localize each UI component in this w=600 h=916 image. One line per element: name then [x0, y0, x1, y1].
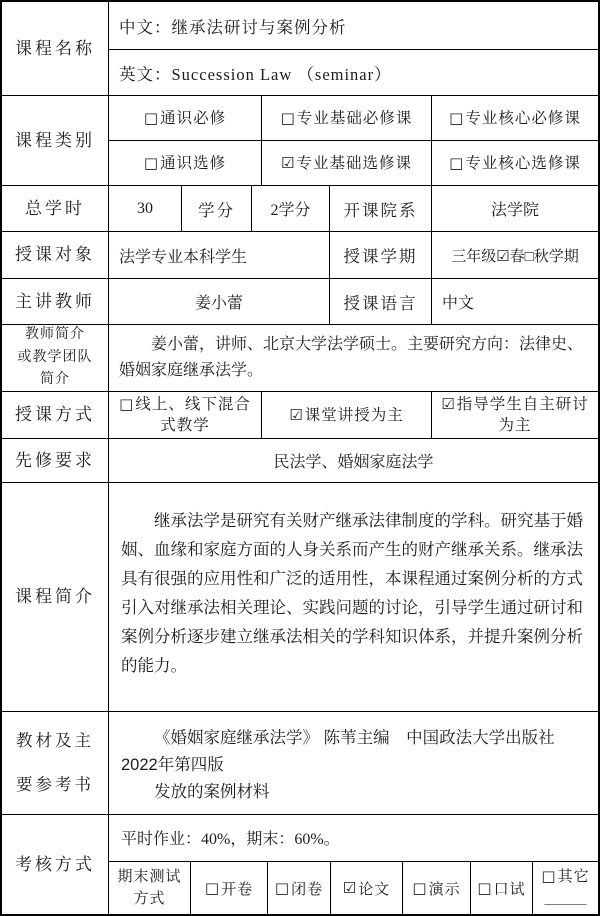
checkbox-option-general-elective[interactable]: [109, 141, 262, 186]
checkbox-option-major-core-required[interactable]: [432, 96, 598, 140]
course-name-en: 英文：Succession Law （seminar）: [119, 65, 392, 84]
checkbox-option-major-core-elective[interactable]: [432, 141, 598, 186]
course-intro-text-cell: [109, 483, 598, 711]
row-assessment: [2, 815, 598, 914]
option-label: 专业基础选修课: [296, 155, 412, 172]
checkbox-option-open-book[interactable]: [191, 862, 268, 914]
checkbox-option-oral-exam[interactable]: [471, 862, 533, 914]
course-name-zh: 中文：继承法研讨与案例分析: [119, 17, 347, 37]
option-label: 通识选修: [160, 155, 227, 172]
final-test-label-line2: 方式: [133, 891, 166, 907]
course-category-label: 课程类别: [15, 130, 95, 150]
checkbox-option-presentation[interactable]: [403, 862, 471, 914]
credit-label: 学分: [182, 186, 252, 231]
semester-checkbox-value[interactable]: 三年级☑春□秋学期: [451, 248, 579, 265]
row-instructor-bio: [2, 325, 598, 392]
row-prerequisites: [2, 439, 598, 483]
textbook-label-line1: 教材及主: [16, 731, 94, 750]
checkbox-unchecked-icon: □: [449, 108, 465, 127]
teaching-method-label: 授课方式: [15, 405, 95, 425]
checkbox-option-other[interactable]: [533, 862, 598, 914]
bio-label-line3: 简介: [40, 372, 70, 388]
label-course-intro: [2, 483, 109, 711]
course-name-values: [109, 2, 598, 95]
assessment-content: [109, 815, 598, 914]
grading-scheme-text: 平时作业：40%，期末：60%。: [121, 831, 340, 848]
textbook-text-cell: [109, 712, 598, 814]
textbook-line-1: 《婚姻家庭继承法学》 陈苇主编 中国政法大学出版社2022年第四版: [121, 729, 555, 774]
course-intro-label: 课程简介: [15, 587, 95, 607]
language-value: 中文: [442, 295, 475, 312]
option-label: 专业核心选修课: [465, 155, 581, 172]
checkbox-checked-icon: ☑: [441, 395, 456, 413]
option-label: 口试: [493, 881, 526, 898]
label-teaching-method: [2, 392, 109, 438]
department-value: 法学院: [490, 202, 539, 219]
checkbox-unchecked-icon: □: [274, 879, 291, 897]
row-course-intro: [2, 483, 598, 712]
checkbox-unchecked-icon: □: [204, 879, 221, 897]
option-label: 闭卷: [291, 881, 324, 898]
prerequisites-value: 民法学、婚姻家庭法学: [273, 454, 434, 471]
label-course-category: [2, 96, 109, 185]
checkbox-option-closed-book[interactable]: [268, 862, 331, 914]
label-audience: [2, 232, 109, 278]
checkbox-unchecked-icon: □: [143, 154, 160, 172]
option-label: 演示: [428, 881, 461, 898]
prerequisites-label: 先修要求: [15, 450, 95, 470]
final-test-method-label: [109, 862, 191, 914]
course-name-label: 课程名称: [15, 38, 95, 58]
final-test-row: [109, 862, 598, 914]
checkbox-option-lecture-based[interactable]: [262, 392, 432, 438]
checkbox-unchecked-icon: □: [143, 108, 160, 127]
row-hours-credits: [2, 186, 598, 232]
row-course-name: [2, 2, 598, 96]
checkbox-option-thesis[interactable]: [331, 862, 403, 914]
option-label: 通识必修: [160, 109, 227, 127]
checkbox-option-student-seminar[interactable]: [432, 392, 598, 438]
checkbox-unchecked-icon: □: [477, 879, 493, 897]
row-instructor-language: [2, 279, 598, 325]
option-label: 开卷: [221, 881, 254, 898]
instructor-value: 姜小蕾: [109, 279, 330, 324]
label-course-name: [2, 2, 109, 95]
total-hours-label: 总学时: [25, 198, 85, 218]
label-textbook: [2, 712, 109, 814]
semester-label: 授课学期: [330, 232, 432, 278]
option-label: 论文: [358, 881, 391, 898]
row-teaching-method: [2, 392, 598, 439]
row-course-category: [2, 96, 598, 186]
checkbox-unchecked-icon: □: [280, 108, 296, 127]
checkbox-unchecked-icon: □: [541, 867, 557, 885]
checkbox-unchecked-icon: □: [119, 395, 135, 413]
checkbox-unchecked-icon: □: [412, 879, 428, 897]
instructor-bio-text-cell: [109, 325, 598, 391]
label-total-hours: [2, 186, 109, 231]
audience-value: 法学专业本科学生: [109, 232, 330, 278]
course-category-options: [109, 96, 598, 185]
fill-in-blank-line: ＿＿＿: [544, 892, 587, 907]
row-audience-semester: [2, 232, 598, 279]
option-label: 专业核心必修课: [465, 109, 581, 127]
instructor-label: 主讲教师: [15, 291, 95, 311]
instructor-bio-text: 姜小蕾，讲师、北京大学法学硕士。主要研究方向：法律史、婚姻家庭继承法学。: [119, 336, 584, 379]
total-hours-value: 30: [109, 186, 182, 231]
textbook-line-2: 发放的案例材料: [154, 783, 270, 801]
checkbox-checked-icon: ☑: [281, 154, 296, 172]
checkbox-option-major-basic-required[interactable]: [262, 96, 432, 140]
checkbox-checked-icon: ☑: [289, 405, 304, 424]
label-assessment: [2, 815, 109, 914]
checkbox-unchecked-icon: □: [449, 154, 465, 172]
option-label: 课堂讲授为主: [304, 406, 404, 424]
final-test-label-line1: 期末测试: [117, 869, 182, 885]
checkbox-option-blended-teaching[interactable]: [109, 392, 262, 438]
checkbox-option-general-required[interactable]: [109, 96, 262, 140]
label-prerequisites: [2, 439, 109, 482]
row-textbook: [2, 712, 598, 815]
audience-label: 授课对象: [15, 245, 95, 265]
bio-label-line2: 或教学团队: [17, 349, 93, 365]
option-label: 线上、线下混合式教学: [135, 396, 251, 434]
bio-label-line1: 教师简介: [25, 327, 85, 343]
checkbox-checked-icon: ☑: [342, 879, 358, 897]
option-label: 指导学生自主研讨为主: [456, 396, 589, 434]
credit-value: 2学分: [252, 186, 330, 231]
department-label: 开课院系: [330, 186, 432, 231]
option-label: 其它: [557, 869, 590, 885]
label-instructor-bio: [2, 325, 109, 391]
language-label: 授课语言: [330, 279, 432, 324]
assessment-label: 考核方式: [15, 854, 95, 874]
label-instructor: [2, 279, 109, 324]
course-intro-text: 继承法学是研究有关财产继承法律制度的学科。研究基于婚姻、血缘和家庭方面的人身关系而产生的财产继承关系。继承法具有很强的应用性和广泛的适用性，本课程通过案例分析的方式引入对继承法相关理论、实践问题的讨论，引导学生通过研讨和案例分析逐步建立继承法相关的学科知识体系，并提升案例分析的能力。: [121, 512, 583, 675]
textbook-label-line2: 要参考书: [16, 775, 94, 794]
option-label: 专业基础必修课: [296, 109, 413, 127]
checkbox-option-major-basic-elective[interactable]: [262, 141, 432, 186]
